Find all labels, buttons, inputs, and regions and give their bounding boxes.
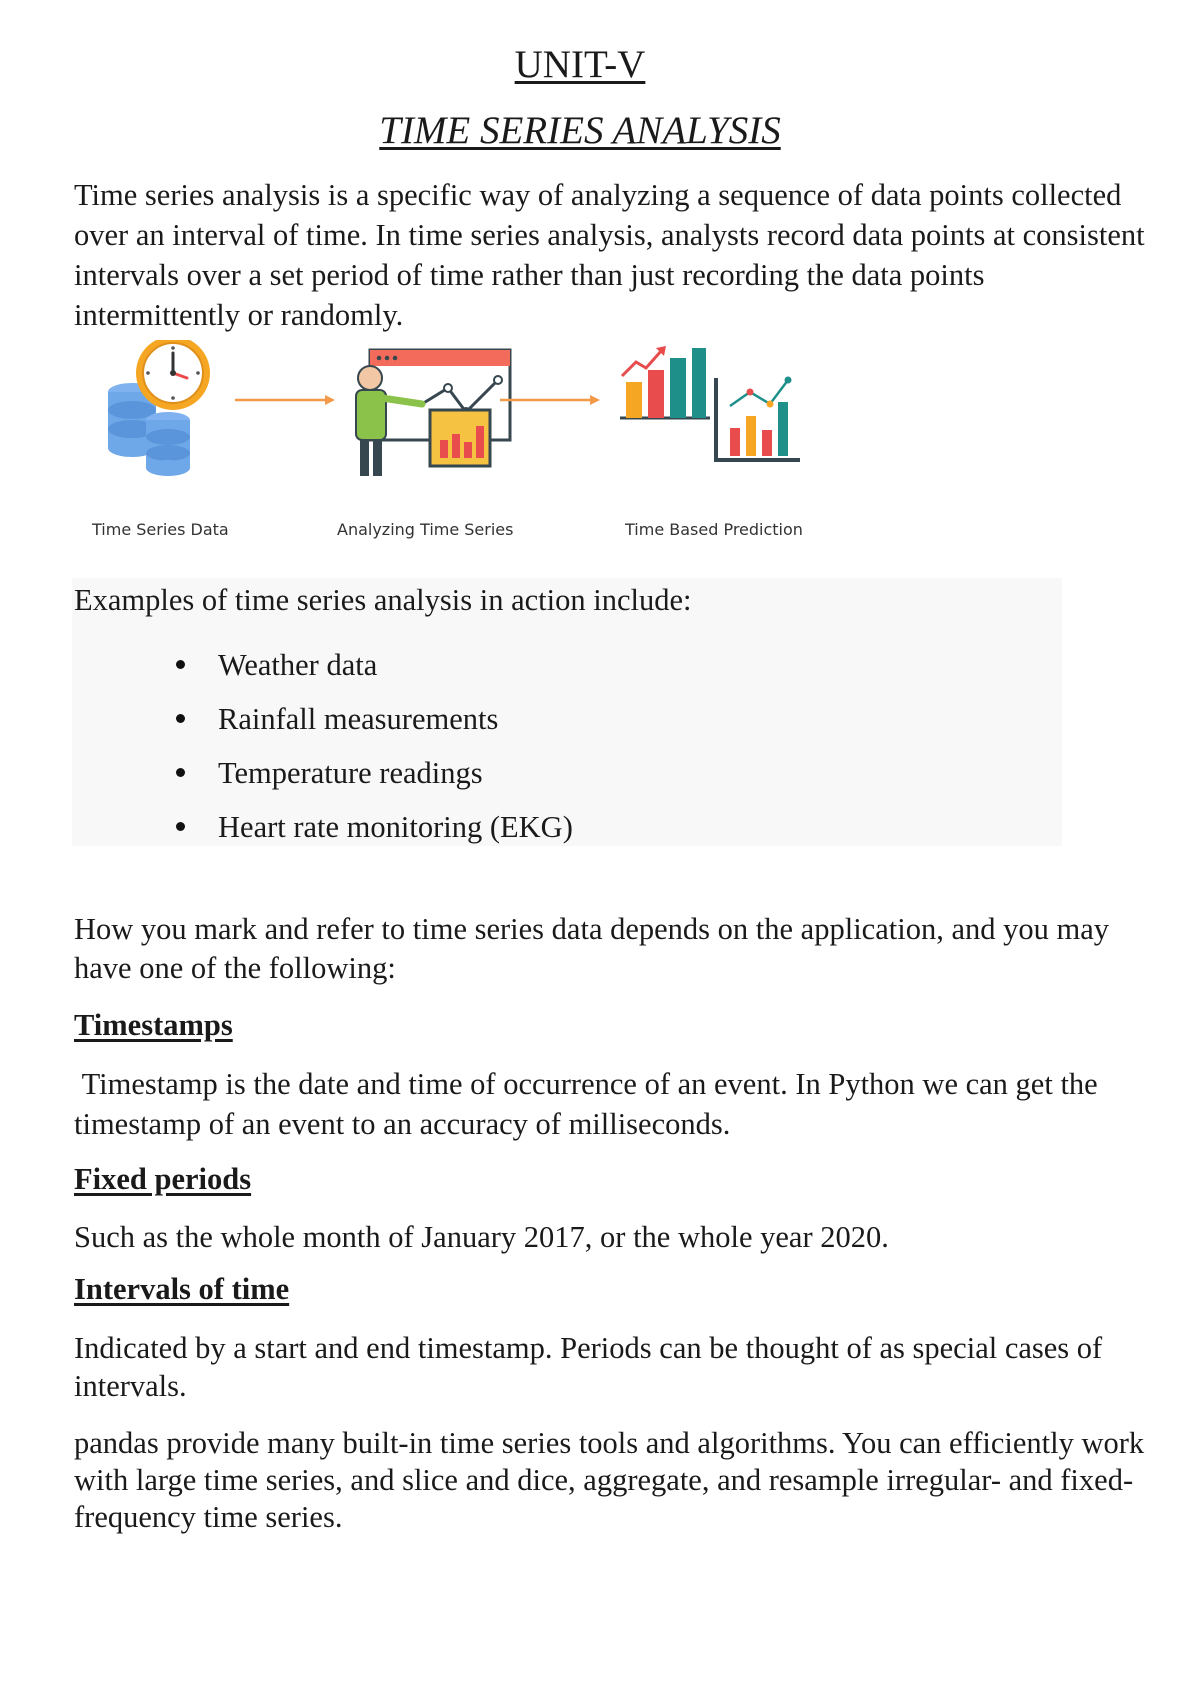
pandas-paragraph: pandas provide many built-in time series tools and algorithms. You can efficiently work with large time series, and slice and dice, aggregate, and resample irregular- and fixed-frequency time series.: [74, 1426, 1145, 1534]
list-item: [170, 645, 573, 699]
list-item-text: Temperature readings: [218, 756, 483, 790]
flow-arrow-1: [235, 395, 335, 405]
presenter-chart-icon: [356, 350, 510, 476]
page-title: TIME SERIES ANALYSIS: [379, 109, 781, 152]
flow-label-time-series-data: Time Series Data: [92, 520, 229, 539]
bar-charts-icon: [620, 346, 800, 460]
intervals-paragraph: Indicated by a start and end timestamp. Periods can be thought of as special cases of intervals.: [74, 1331, 1103, 1403]
list-item-text: Weather data: [218, 648, 378, 682]
list-item-text: Heart rate monitoring (EKG): [218, 810, 573, 844]
list-item-text: Rainfall measurements: [218, 702, 499, 736]
clock-database-icon: [108, 340, 210, 476]
flow-label-analyzing: Analyzing Time Series: [337, 520, 514, 539]
list-item: [170, 807, 573, 861]
timestamps-heading: Timestamps: [74, 1008, 233, 1042]
list-item: [170, 699, 573, 753]
flow-label-prediction: Time Based Prediction: [625, 520, 803, 539]
unit-heading: UNIT-V: [514, 43, 646, 86]
intro-paragraph: Time series analysis is a specific way of analyzing a sequence of data points collected over an interval of time. In time series analysis, analysts record data points at consistent intervals over a set period of time rather than just recording the data points intermittently or randomly.: [74, 178, 1145, 332]
intervals-heading: Intervals of time: [74, 1272, 290, 1306]
bullet-icon: [176, 768, 185, 777]
bullet-icon: [176, 660, 185, 669]
fixed-periods-paragraph: Such as the whole month of January 2017, or the whole year 2020.: [74, 1220, 889, 1254]
bullet-icon: [176, 822, 185, 831]
fixed-periods-heading: Fixed periods: [74, 1162, 252, 1196]
flow-arrow-2: [500, 395, 600, 405]
list-item: [170, 753, 573, 807]
how-paragraph: How you mark and refer to time series data depends on the application, and you may have one of the following:: [74, 912, 1109, 985]
examples-list: [170, 645, 573, 861]
bullet-icon: [176, 714, 185, 723]
time-series-flow-diagram: [70, 340, 850, 550]
flow-diagram-graphic: [70, 340, 850, 510]
examples-heading: Examples of time series analysis in action include:: [74, 583, 692, 617]
timestamps-paragraph: Timestamp is the date and time of occurrence of an event. In Python we can get the timestamp of an event to an accuracy of milliseconds.: [74, 1067, 1106, 1141]
